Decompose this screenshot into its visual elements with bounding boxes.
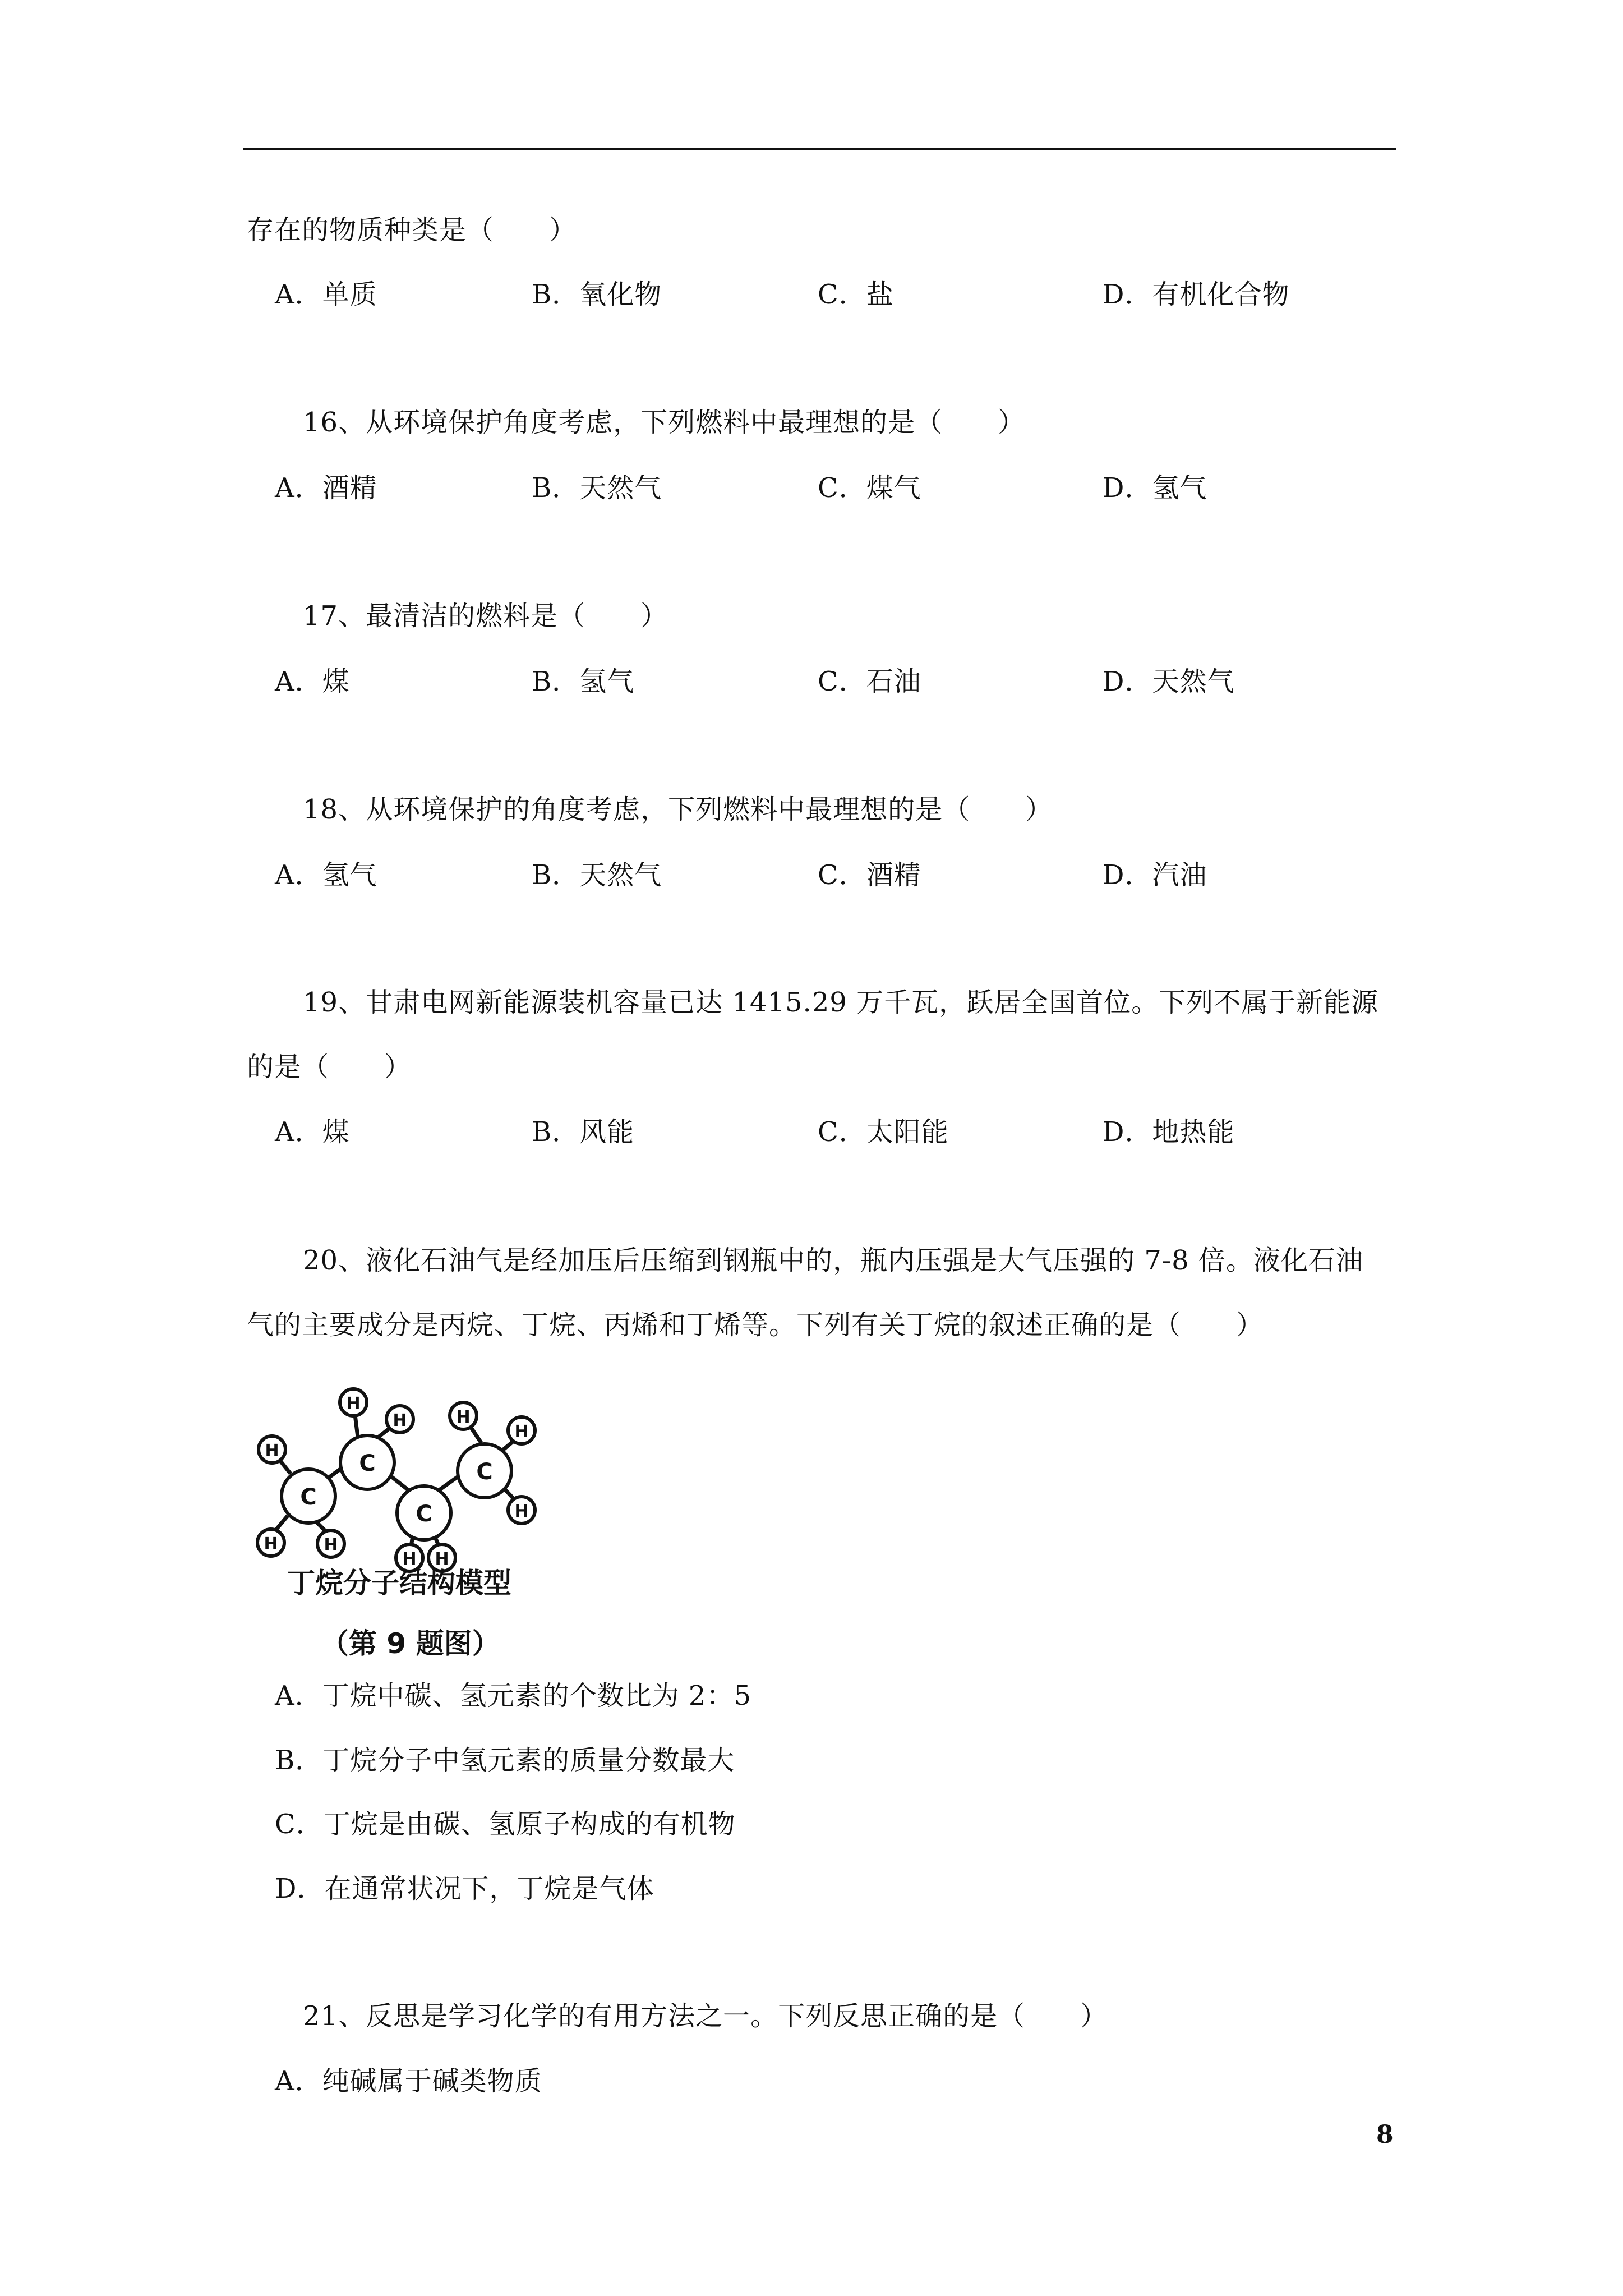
q16-stem: 16、从环境保护角度考虑，下列燃料中最理想的是（ ） — [303, 407, 1026, 438]
q20-option-a: A．丁烷中碳、氢元素的个数比为 2：5 — [275, 1680, 752, 1711]
q21-stem: 21、反思是学习化学的有用方法之一。下列反思正确的是（ ） — [303, 2000, 1108, 2032]
q20-option-d: D．在通常状况下，丁烷是气体 — [275, 1873, 654, 1904]
butane-molecule-figure — [246, 1353, 560, 1645]
q19-option-d: D．地热能 — [1103, 1116, 1235, 1148]
q20-option-b: B．丁烷分子中氢元素的质量分数最大 — [275, 1745, 735, 1776]
header-rule — [243, 148, 1396, 150]
q15-option-a: A．单质 — [275, 279, 377, 310]
hydrogen-label: H — [456, 1407, 471, 1427]
figure-caption: 丁烷分子结构模型 — [287, 1567, 511, 1599]
hydrogen-label: H — [265, 1441, 279, 1461]
q18-option-a: A．氢气 — [275, 859, 377, 891]
q19-option-a: A．煤 — [275, 1116, 350, 1148]
q16-option-c: C．煤气 — [818, 472, 921, 504]
q19-stem-line2: 的是（ ） — [247, 1051, 412, 1083]
q17-option-d: D．天然气 — [1103, 666, 1235, 697]
hydrogen-label: H — [435, 1549, 449, 1569]
hydrogen-label: H — [324, 1535, 338, 1555]
q20-stem-line1: 20、液化石油气是经加压后压缩到钢瓶中的，瓶内压强是大气压强的 7-8 倍。液化石油 — [303, 1245, 1363, 1276]
q19-option-c: C．太阳能 — [818, 1116, 949, 1148]
q15-option-d: D．有机化合物 — [1103, 279, 1290, 310]
q15-option-b: B．氧化物 — [532, 279, 662, 310]
hydrogen-label: H — [514, 1422, 529, 1442]
figure-subcaption: （第 9 题图） — [321, 1627, 500, 1660]
hydrogen-label: H — [514, 1502, 529, 1521]
q19-option-b: B．风能 — [532, 1116, 635, 1148]
q17-option-b: B．氢气 — [532, 666, 635, 697]
q17-option-a: A．煤 — [275, 666, 350, 697]
carbon-label: C — [300, 1484, 317, 1510]
q16-option-b: B．天然气 — [532, 472, 662, 504]
q18-option-b: B．天然气 — [532, 859, 662, 891]
hydrogen-label: H — [346, 1394, 361, 1414]
q16-option-a: A．酒精 — [275, 472, 377, 504]
q15-stem-tail: 存在的物质种类是（ ） — [247, 214, 577, 246]
q19-stem-line1: 19、甘肃电网新能源装机容量已达 1415.29 万千瓦，跃居全国首位。下列不属于新能源 — [303, 987, 1379, 1018]
q17-option-c: C．石油 — [818, 666, 921, 697]
q18-stem: 18、从环境保护的角度考虑，下列燃料中最理想的是（ ） — [303, 794, 1053, 825]
page-number: 8 — [1376, 2120, 1394, 2149]
hydrogen-label: H — [264, 1534, 278, 1554]
q16-option-d: D．氢气 — [1103, 472, 1207, 504]
q18-option-c: C．酒精 — [818, 859, 921, 891]
hydrogen-label: H — [402, 1549, 417, 1569]
q15-option-c: C．盐 — [818, 279, 894, 310]
q21-option-a: A．纯碱属于碱类物质 — [275, 2065, 542, 2097]
q18-option-d: D．汽油 — [1103, 859, 1207, 891]
q20-stem-line2: 气的主要成分是丙烷、丁烷、丙烯和丁烯等。下列有关丁烷的叙述正确的是（ ） — [247, 1309, 1264, 1341]
carbon-label: C — [359, 1451, 376, 1476]
q20-option-c: C．丁烷是由碳、氢原子构成的有机物 — [275, 1809, 736, 1840]
q17-stem: 17、最清洁的燃料是（ ） — [303, 600, 668, 632]
hydrogen-label: H — [393, 1411, 407, 1430]
carbon-label: C — [476, 1459, 493, 1485]
carbon-label: C — [416, 1501, 432, 1527]
